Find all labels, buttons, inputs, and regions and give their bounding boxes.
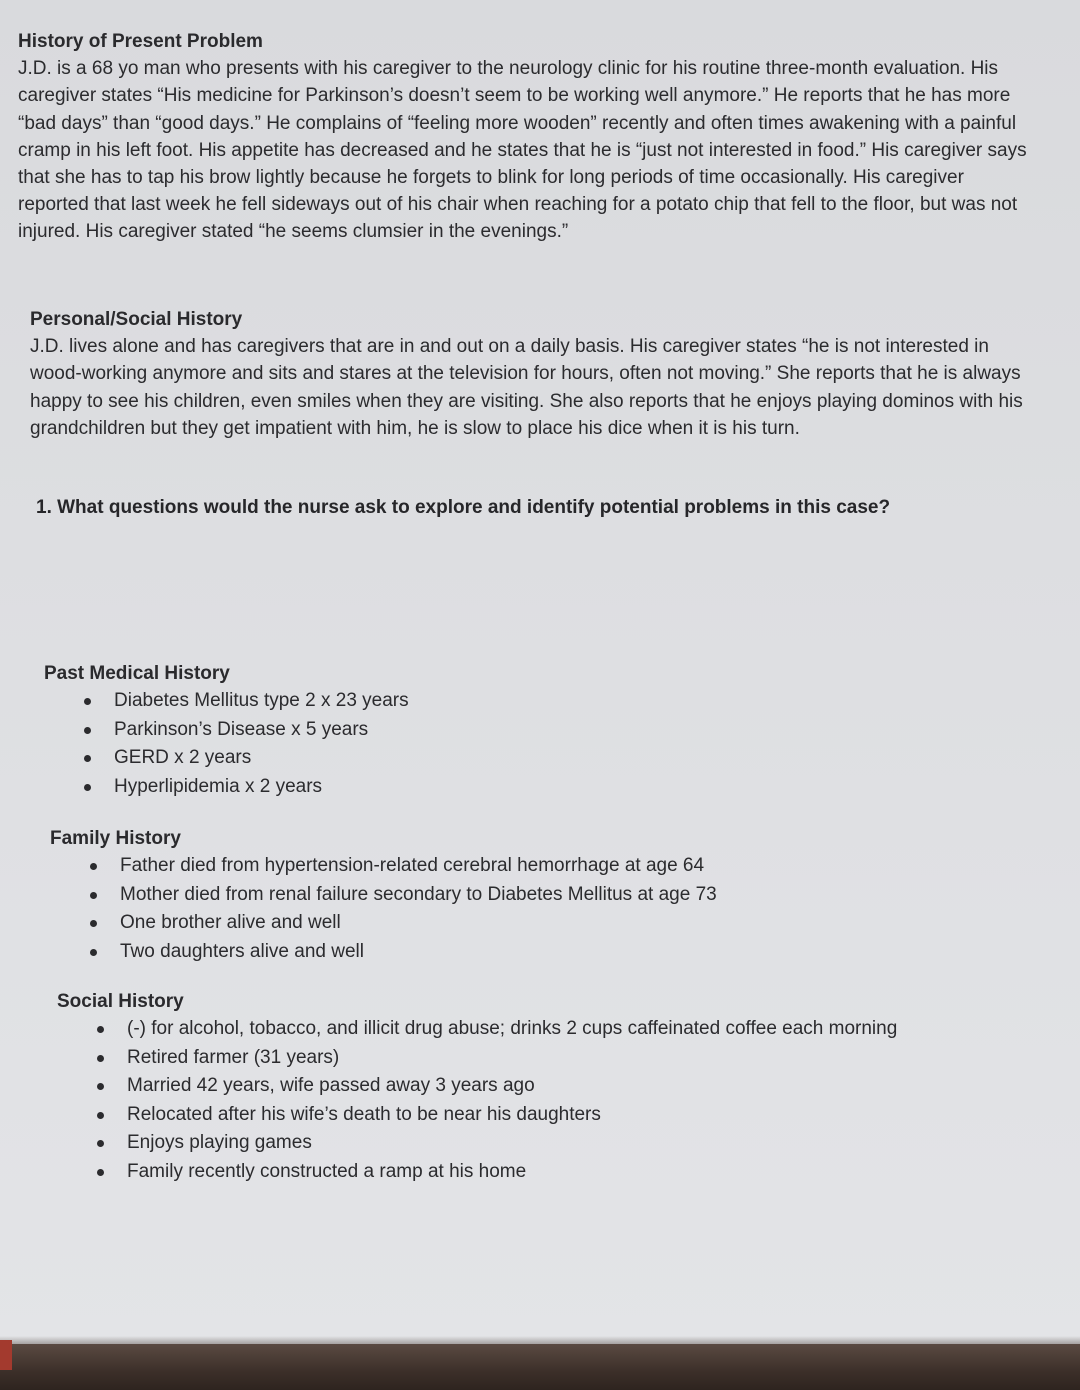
list-item: (-) for alcohol, tobacco, and illicit drug abuse; drinks 2 cups caffeinated coffee each morning <box>57 1015 1017 1044</box>
bullet-icon <box>84 727 91 734</box>
personal-social-history-section <box>30 306 1030 442</box>
list-item: One brother alive and well <box>50 909 950 938</box>
list-item: Married 42 years, wife passed away 3 years ago <box>57 1072 1017 1101</box>
past-medical-history-heading: Past Medical History <box>44 663 230 684</box>
family-history-section <box>50 825 950 966</box>
bullet-icon <box>84 784 91 791</box>
bullet-icon <box>90 920 97 927</box>
history-present-problem-section <box>18 28 1028 246</box>
bullet-icon <box>84 755 91 762</box>
list-item: Enjoys playing games <box>57 1129 1017 1158</box>
bullet-icon <box>90 863 97 870</box>
question-section <box>36 494 1036 521</box>
bullet-icon <box>90 892 97 899</box>
list-item: Hyperlipidemia x 2 years <box>44 773 944 802</box>
family-history-heading: Family History <box>50 828 181 849</box>
bullet-icon <box>84 698 91 705</box>
bullet-icon <box>97 1083 104 1090</box>
bullet-icon <box>97 1026 104 1033</box>
list-item: Relocated after his wife’s death to be near his daughters <box>57 1101 1017 1130</box>
social-history-section <box>57 988 1017 1186</box>
list-item: Two daughters alive and well <box>50 938 950 967</box>
personal-social-history-heading: Personal/Social History <box>30 309 243 330</box>
list-item: Family recently constructed a ramp at his home <box>57 1158 1017 1187</box>
list-item: GERD x 2 years <box>44 744 944 773</box>
social-history-heading: Social History <box>57 991 184 1012</box>
question-text: 1. What questions would the nurse ask to explore and identify potential problems in this case? <box>36 497 891 518</box>
bullet-icon <box>90 949 97 956</box>
list-item: Retired farmer (31 years) <box>57 1044 1017 1073</box>
floor-background <box>0 1344 1080 1390</box>
history-present-problem-heading: History of Present Problem <box>18 31 263 52</box>
bullet-icon <box>97 1140 104 1147</box>
list-item: Father died from hypertension-related cerebral hemorrhage at age 64 <box>50 852 950 881</box>
list-item: Mother died from renal failure secondary to Diabetes Mellitus at age 73 <box>50 881 950 910</box>
personal-social-history-text: J.D. lives alone and has caregivers that are in and out on a daily basis. His caregiver states “he is not interested in wood-working anymore and sits and stares at the television for hours, often not moving.” She reports that he is always happy to see his children, even smiles when they are visiting. She also reports that he enjoys playing dominos with his grandchildren but they get impatient with him, he is slow to place his dice when it is his turn. <box>30 336 1023 439</box>
history-present-problem-text: J.D. is a 68 yo man who presents with his caregiver to the neurology clinic for his routine three-month evaluation. His caregiver states “His medicine for Parkinson’s doesn’t seem to be working well anymore.” He reports that he has more “bad days” than “good days.” He complains of “feeling more wooden” recently and often times awakening with a painful cramp in his left foot. His appetite has decreased and he states that he is “just not interested in food.” His caregiver says that she has to tap his brow lightly because he forgets to blink for long periods of time occasionally. His caregiver reported that last week he fell sideways out of his chair when reaching for a potato chip that fell to the floor, but was not injured. His caregiver stated “he seems clumsier in the evenings.” <box>18 58 1027 243</box>
social-history-list <box>57 1015 1017 1186</box>
red-object-edge <box>0 1340 12 1370</box>
past-medical-history-section <box>44 660 944 801</box>
past-medical-history-list <box>44 687 944 801</box>
bullet-icon <box>97 1169 104 1176</box>
family-history-list <box>50 852 950 966</box>
bullet-icon <box>97 1112 104 1119</box>
list-item: Diabetes Mellitus type 2 x 23 years <box>44 687 944 716</box>
bullet-icon <box>97 1055 104 1062</box>
list-item: Parkinson’s Disease x 5 years <box>44 716 944 745</box>
